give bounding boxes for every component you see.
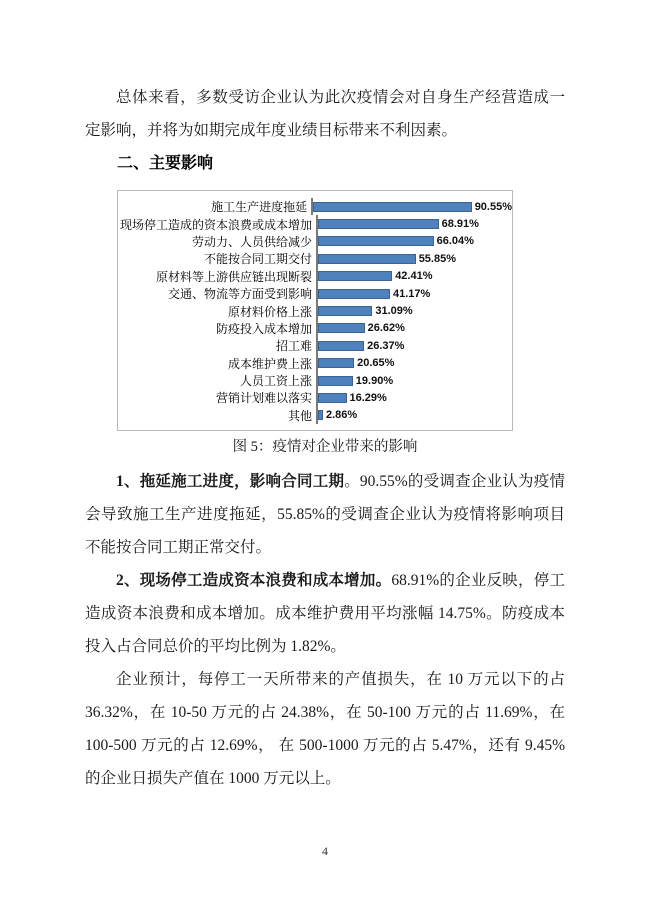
chart-plot-area xyxy=(311,198,512,215)
bar-label: 不能按合同工期交付 xyxy=(203,252,312,267)
bar xyxy=(318,410,323,420)
bar-row xyxy=(118,372,512,389)
bar xyxy=(318,219,439,229)
bar xyxy=(318,254,416,264)
bar-label: 营销计划难以落实 xyxy=(215,391,312,406)
bar-label: 防疫投入成本增加 xyxy=(215,321,312,336)
body-paragraph-3 xyxy=(85,663,565,795)
bar-value: 26.62% xyxy=(367,322,405,335)
bar xyxy=(318,236,434,246)
paragraph-2-bold-lead: 2、现场停工造成资本浪费和成本增加。 xyxy=(116,572,392,589)
bar-value: 68.91% xyxy=(441,218,479,231)
bar-label: 原材料价格上涨 xyxy=(227,304,312,319)
bar-row xyxy=(118,215,512,232)
bar-label: 人员工资上涨 xyxy=(239,374,312,389)
bar-value: 2.86% xyxy=(326,409,358,422)
chart-rows xyxy=(118,198,512,424)
bar-label: 现场停工造成的资本浪费或成本增加 xyxy=(119,217,312,232)
chart-plot-area xyxy=(316,250,512,267)
section-heading: 二、主要影响 xyxy=(117,155,214,172)
paragraph-2-text: 68.91%的企业反映，停工造成资本浪费和成本增加。成本维护费用平均涨幅 14.75%。防疫成本投入占合同总价的平均比例为 1.82%。 xyxy=(85,572,565,655)
bar-label: 其他 xyxy=(287,408,312,423)
bar-row xyxy=(118,285,512,302)
figure-caption: 图 5：疫情对企业带来的影响 xyxy=(232,439,418,455)
bar-value: 41.17% xyxy=(393,287,431,300)
bar-label: 交通、物流等方面受到影响 xyxy=(167,287,312,302)
chart-plot-area xyxy=(316,337,512,354)
chart-plot-area xyxy=(316,215,512,232)
chart-plot-area xyxy=(316,285,512,302)
bar xyxy=(318,271,392,281)
bar-label: 劳动力、人员供给减少 xyxy=(191,234,312,249)
body-paragraph-1 xyxy=(85,465,565,564)
bar-row xyxy=(118,250,512,267)
bar-label: 原材料等上游供应链出现断裂 xyxy=(155,269,312,284)
bar-row xyxy=(118,198,512,215)
bar-row xyxy=(118,407,512,424)
bar-value: 19.90% xyxy=(355,374,394,387)
bar-row xyxy=(118,389,512,406)
bar-value: 55.85% xyxy=(418,252,456,265)
bar-row xyxy=(118,355,512,372)
chart-plot-area xyxy=(316,233,512,250)
body-paragraph-2 xyxy=(85,564,565,663)
bar-row xyxy=(118,302,512,319)
page-number: 4 xyxy=(322,844,328,858)
bar xyxy=(318,358,354,368)
bar-label: 施工生产进度拖延 xyxy=(211,200,308,215)
chart-plot-area xyxy=(316,320,512,337)
bar-row xyxy=(118,320,512,337)
bar-row xyxy=(118,268,512,285)
bar-value: 26.37% xyxy=(367,339,405,352)
bar-label: 成本维护费上涨 xyxy=(227,356,312,371)
paragraph-1-bold-lead: 1、拖延施工进度，影响合同工期 xyxy=(116,473,345,490)
figure-chart xyxy=(117,190,513,431)
bar-value: 90.55% xyxy=(474,200,512,213)
bar-row xyxy=(118,337,512,354)
bar-value: 16.29% xyxy=(349,391,387,404)
paragraph-3-text: 企业预计，每停工一天所带来的产值损失，在 10 万元以下的占 36.32%，在 10-50 万元的占 24.38%，在 50-100 万元的占 11.69%，在 100-500 万元的占 12.69%， 在 500-1000 万元的占 5.47%，还有 9.45%的企业日损失产值在 1000 万元以上。 xyxy=(85,671,565,787)
bar-value: 20.65% xyxy=(357,357,395,370)
bar-value: 66.04% xyxy=(436,235,474,248)
chart-plot-area xyxy=(316,407,512,424)
chart-plot-area xyxy=(316,372,512,389)
bar xyxy=(318,289,390,299)
chart-plot-area xyxy=(316,268,512,285)
chart-plot-area xyxy=(316,302,512,319)
bar xyxy=(318,341,364,351)
chart-plot-area xyxy=(316,355,512,372)
bar xyxy=(318,393,347,403)
bar xyxy=(318,323,365,333)
bar xyxy=(318,376,353,386)
paragraph-1-text: 。90.55%的受调查企业认为疫情会导致施工生产进度拖延，55.85%的受调查企业认为疫情将影响项目不能按合同工期正常交付。 xyxy=(85,473,565,556)
intro-paragraph: 总体来看，多数受访企业认为此次疫情会对自身生产经营造成一定影响，并将为如期完成年度业绩目标带来不利因素。 xyxy=(85,89,565,139)
bar xyxy=(313,202,472,212)
bar-row xyxy=(118,233,512,250)
bar-label: 招工难 xyxy=(275,339,312,354)
bar-value: 42.41% xyxy=(395,270,433,283)
chart-plot-area xyxy=(316,389,512,406)
bar xyxy=(318,306,372,316)
bar-value: 31.09% xyxy=(375,305,413,318)
